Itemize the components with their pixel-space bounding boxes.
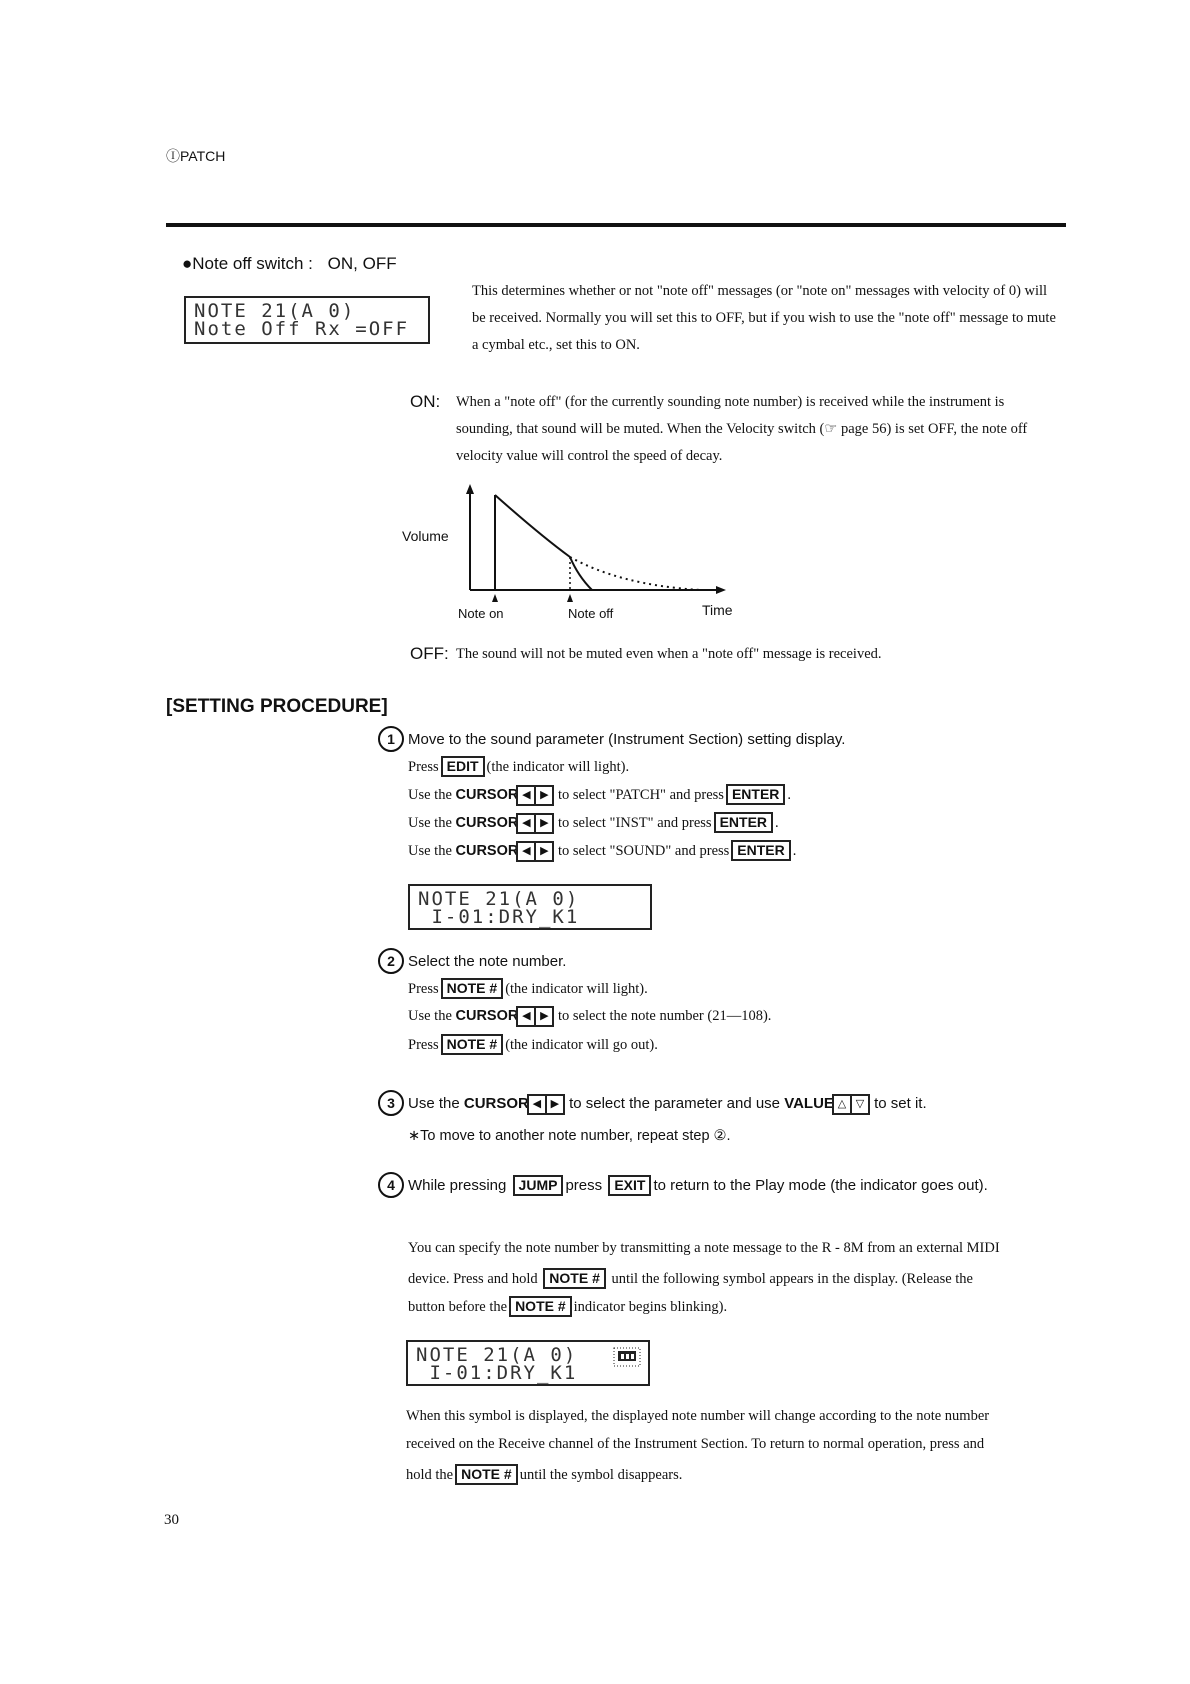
cursor-left-icon: ◀ — [516, 785, 536, 806]
text: to select "SOUND" and press — [557, 843, 730, 859]
cursor-left-icon: ◀ — [516, 1006, 536, 1027]
cursor-left-icon: ◀ — [516, 813, 536, 834]
text: (the indicator will go out). — [505, 1037, 658, 1053]
step-1-line-1 — [408, 756, 629, 777]
step-2-line-1 — [408, 978, 648, 999]
midi-line-1: You can specify the note number by transmitting a note message to the R - 8M from an external MIDI — [408, 1240, 1000, 1256]
note-key: NOTE # — [455, 1464, 518, 1485]
cursor-label: CURSOR — [455, 1007, 519, 1024]
text: Use the — [408, 1095, 460, 1112]
cursor-left-icon: ◀ — [527, 1094, 547, 1115]
text: While pressing — [408, 1177, 507, 1194]
section-label: PATCH — [180, 148, 226, 164]
step-2-line-3 — [408, 1034, 658, 1055]
note-key: NOTE # — [509, 1296, 572, 1317]
page-number: 30 — [164, 1512, 179, 1528]
value-up-icon: △ — [832, 1094, 852, 1115]
step-1-title — [378, 726, 845, 752]
cursor-right-icon: ▶ — [534, 841, 554, 862]
dotted-continued-decay — [570, 557, 700, 590]
lcd1-line1: NOTE 21(A 0) — [194, 300, 356, 322]
off-text: The sound will not be muted even when a "note off" message is received. — [456, 646, 882, 662]
step-1-line-3 — [408, 812, 779, 834]
graph-note-on: Note on — [458, 606, 504, 621]
text: Press — [408, 759, 439, 775]
lcd-display-2 — [408, 884, 652, 930]
intro-paragraph: This determines whether or not "note off" messages (or "note on" messages with velocity of 0) will be received. Normally you will set this to OFF, but if you wish to use the "note off" message to mute a cymbal etc., set this to ON. — [472, 283, 1056, 353]
cursor-right-icon: ▶ — [534, 813, 554, 834]
step-2-line-2 — [408, 1006, 771, 1027]
graph-ylabel: Volume — [402, 528, 449, 544]
text: to return to the Play mode (the indicator goes out). — [653, 1177, 988, 1194]
text: hold the — [406, 1467, 454, 1483]
lcd2-line2: I-01:DRY_K1 — [418, 906, 580, 928]
note-key: NOTE # — [543, 1268, 606, 1289]
cursor-right-icon: ▶ — [534, 1006, 554, 1027]
step-4 — [378, 1172, 988, 1198]
text: (the indicator will light). — [505, 981, 648, 997]
natural-decay-curve — [495, 495, 570, 557]
note-key: NOTE # — [441, 978, 504, 999]
text: Use the — [408, 843, 452, 859]
text: until the following symbol appears in the display. (Release the — [611, 1271, 973, 1287]
off-label: OFF: — [410, 644, 449, 663]
text: device. Press and hold — [408, 1271, 538, 1287]
text: Use the — [408, 1007, 452, 1024]
y-axis — [466, 484, 474, 590]
text: to select "INST" and press — [557, 815, 712, 831]
enter-key: ENTER — [726, 784, 785, 805]
note-key: NOTE # — [441, 1034, 504, 1055]
x-axis — [470, 586, 726, 594]
lcd2-line1: NOTE 21(A 0) — [418, 888, 580, 910]
note-on-marker — [492, 594, 498, 602]
midi-receive-symbol-icon — [612, 1346, 642, 1370]
step-3-number: 3 — [378, 1090, 404, 1116]
text: button before the — [408, 1299, 508, 1315]
edit-key: EDIT — [441, 756, 485, 777]
cursor-left-icon: ◀ — [516, 841, 536, 862]
graph-xlabel: Time — [702, 602, 733, 618]
on-text: When a "note off" (for the currently sounding note number) is received while the instrument is sounding, that sound will be muted. When the Velocity switch (☞ page 56) is set OFF, the note off velocity value will control the speed of decay. — [456, 394, 1028, 464]
after-line-3 — [406, 1464, 682, 1485]
lcd-display-3 — [406, 1340, 650, 1386]
lcd3-line1: NOTE 21(A 0) — [416, 1344, 578, 1366]
bullet: ● — [182, 254, 193, 273]
text: to select "PATCH" and press — [557, 787, 724, 803]
cursor-label: CURSOR — [455, 787, 519, 803]
param-heading — [182, 254, 397, 274]
step-1-line-4 — [408, 840, 796, 862]
text: to select the note number (21—108). — [557, 1007, 772, 1024]
exit-key: EXIT — [608, 1175, 651, 1196]
on-label: ON: — [410, 392, 441, 411]
text: to select the parameter and use — [569, 1095, 781, 1112]
step-3-note: ∗To move to another note number, repeat step ②. — [408, 1128, 731, 1144]
graph-note-off: Note off — [568, 606, 614, 621]
step-2-number: 2 — [378, 948, 404, 974]
enter-key: ENTER — [731, 840, 790, 861]
step-4-number: 4 — [378, 1172, 404, 1198]
text: until the symbol disappears. — [519, 1467, 683, 1483]
section-icon: Ⓘ — [166, 148, 180, 164]
text: . — [787, 787, 792, 803]
step-1-line-2 — [408, 784, 791, 806]
param-name: Note off switch : — [192, 254, 313, 273]
cursor-label: CURSOR — [455, 843, 519, 859]
cursor-label: CURSOR — [463, 1095, 529, 1112]
step-2-title — [378, 948, 566, 974]
text: indicator begins blinking). — [573, 1299, 728, 1315]
text: Use the — [408, 787, 452, 803]
midi-line-3 — [408, 1296, 727, 1317]
enter-key: ENTER — [714, 812, 773, 833]
after-line-2: received on the Receive channel of the Instrument Section. To return to normal operation, press and — [406, 1436, 985, 1452]
text: Use the — [408, 815, 452, 831]
cursor-right-icon: ▶ — [545, 1094, 565, 1115]
lcd3-line2: I-01:DRY_K1 — [416, 1362, 578, 1384]
header-rule — [166, 223, 1066, 227]
text: (the indicator will light). — [486, 759, 630, 775]
after-line-1: When this symbol is displayed, the displayed note number will change according to the note number — [406, 1408, 990, 1424]
text: press — [565, 1177, 603, 1194]
text: Press — [408, 981, 439, 997]
note-off-marker — [567, 594, 573, 602]
cursor-right-icon: ▶ — [534, 785, 554, 806]
text: . — [792, 843, 797, 859]
text: Press — [408, 1037, 439, 1053]
lcd-display-1 — [184, 296, 430, 344]
procedure-title: [SETTING PROCEDURE] — [166, 696, 388, 717]
text: to set it. — [874, 1095, 927, 1112]
value-label: VALUE — [784, 1095, 834, 1112]
section-header — [166, 146, 225, 166]
cursor-label: CURSOR — [455, 815, 519, 831]
text: . — [775, 815, 779, 831]
step-2-text: Select the note number. — [408, 953, 567, 970]
jump-key: JUMP — [513, 1175, 564, 1196]
step-1-text: Move to the sound parameter (Instrument Section) setting display. — [408, 731, 846, 748]
param-range: ON, OFF — [327, 254, 397, 273]
lcd1-line2: Note Off Rx =OFF — [194, 318, 410, 340]
step-1-number: 1 — [378, 726, 404, 752]
value-down-icon: ▽ — [850, 1094, 870, 1115]
midi-line-2 — [408, 1268, 973, 1289]
step-3 — [378, 1090, 927, 1116]
